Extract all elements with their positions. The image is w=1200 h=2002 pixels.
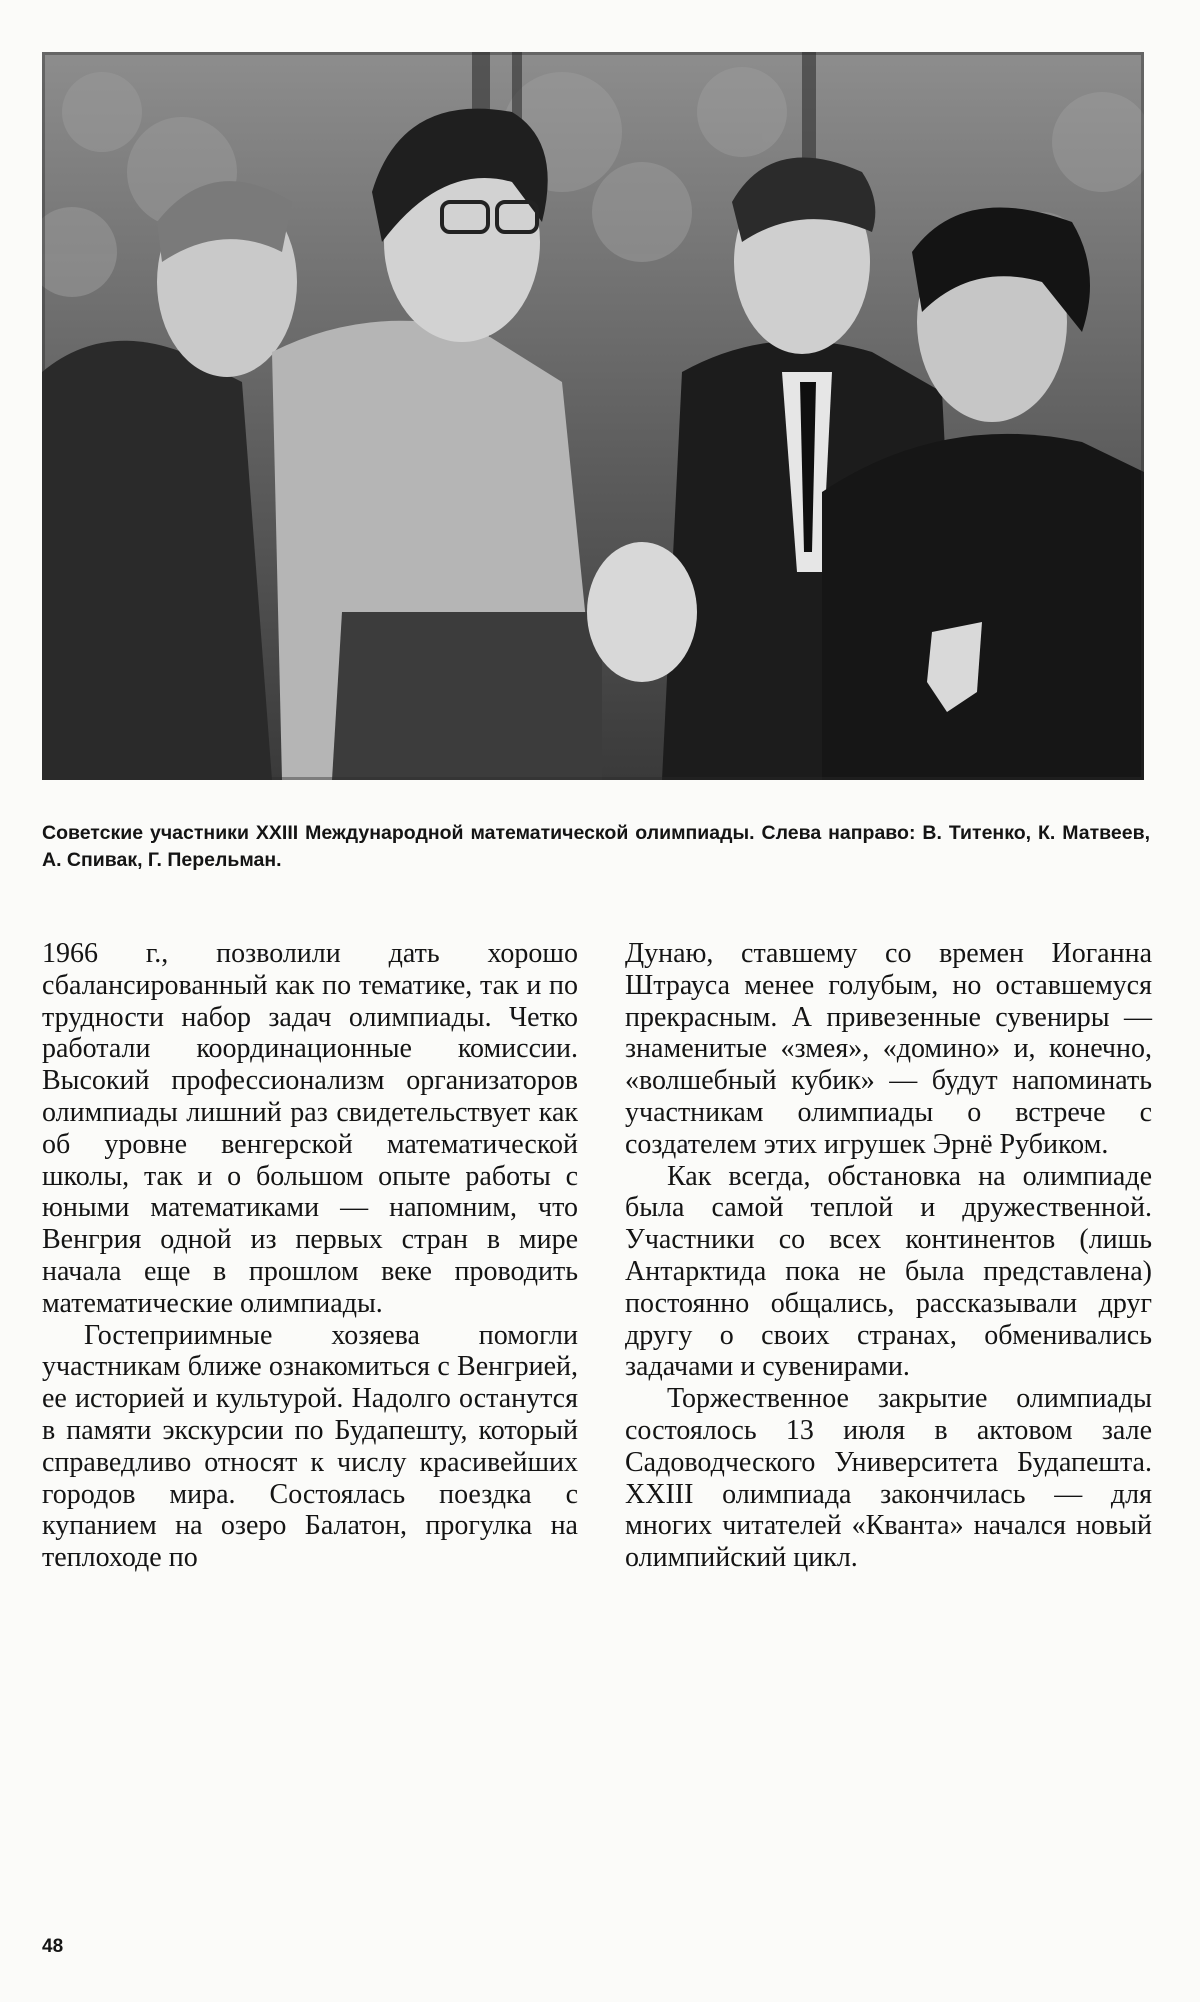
article-paragraph: 1966 г., позволили дать хорошо сбалансированный как по тематике, так и по трудности набор задач олимпиады. Четко работали координационные комиссии. Высокий профессионализм организаторов олимпиады лишний раз свидетельствует как об уровне венгерской математической школы, так и о большом опыте работы с юными математиками — напомним, что Венгрия одной из первых стран в мире начала еще в прошлом веке проводить математические олимпиады. bbox=[42, 938, 578, 1319]
article-paragraph: Дунаю, ставшему со времен Иоганна Штрауса менее голубым, но оставшемуся прекрасным. А привезенные сувениры — знаменитые «змея», «домино» и, конечно, «волшебный кубик» — будут напоминать участникам олимпиады о встрече с создателем этих игрушек Эрнё Рубиком. bbox=[625, 938, 1152, 1160]
participants-photo-illustration bbox=[42, 52, 1144, 780]
article-paragraph: Как всегда, обстановка на олимпиаде была самой теплой и дружественной. Участники со всех континентов (лишь Антарктида пока не была представлена) постоянно общались, рассказывали друг другу о своих странах, обменивались задачами и сувенирами. bbox=[625, 1160, 1152, 1383]
photo-caption: Советские участники XXIII Международной математической олимпиады. Слева направо: В. Титенко, К. Матвеев, А. Спивак, Г. Перельман. bbox=[42, 822, 1150, 871]
article-column-left bbox=[42, 938, 578, 1574]
article-paragraph: Гостеприимные хозяева помогли участникам ближе ознакомиться с Венгрией, ее историей и культурой. Надолго останутся в памяти экскурсии по Будапешту, который справедливо относят к числу красивейших городов мира. Состоялась поездка с купанием на озеро Балатон, прогулка на теплоходе по bbox=[42, 1319, 578, 1574]
article-paragraph: Торжественное закрытие олимпиады состоялось 13 июля в актовом зале Садоводческого Университета Будапешта. XXIII олимпиада закончилась — для многих читателей «Кванта» начался новый олимпийский цикл. bbox=[625, 1383, 1152, 1574]
page-number: 48 bbox=[42, 1936, 64, 1957]
article-column-right bbox=[625, 938, 1152, 1574]
participants-photo bbox=[42, 52, 1144, 780]
